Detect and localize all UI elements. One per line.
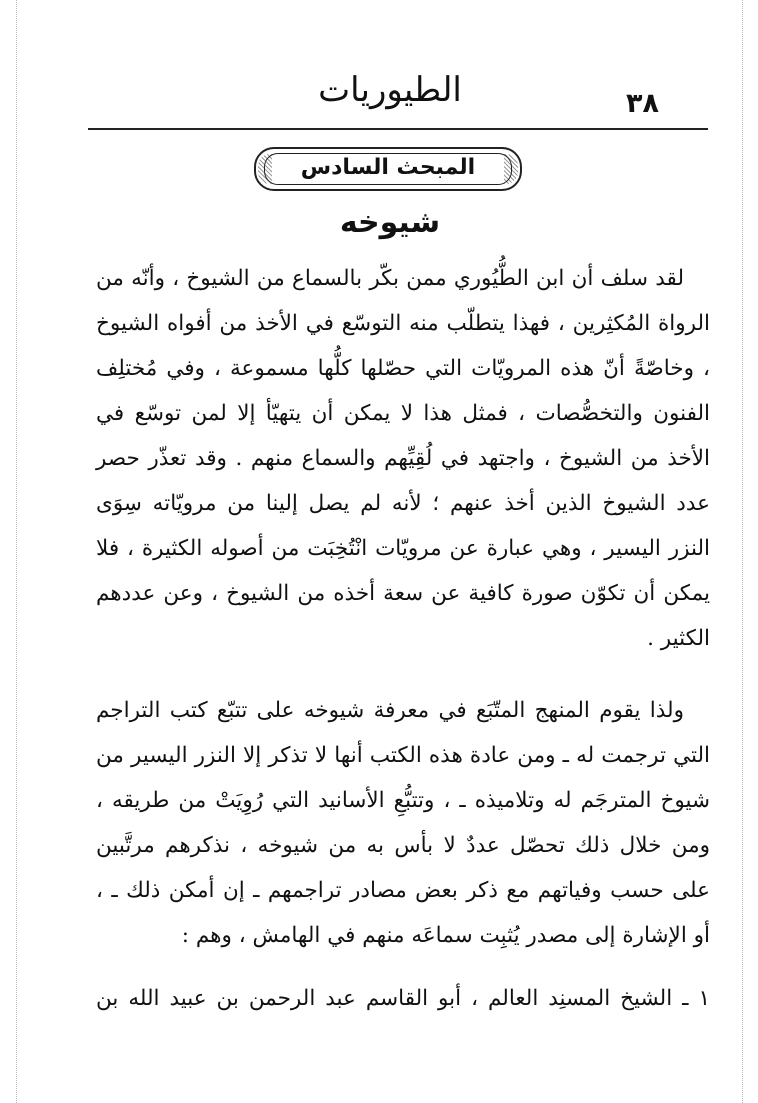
running-title: الطيوريات [318,70,462,110]
paragraph-1: لقد سلف أن ابن الطُّيُوري ممن بكّر بالسماع من الشيوخ ، وأنّه من الرواة المُكثِرين ، فهذا يتطلّب منه التوسّع في الأخذ من أفواه الشيوخ ، وخاصّةً أنّ هذه المرويّات التي حصّلها كلُّها مسموعة ، وفي مُختلِف الفنون والتخصُّصات ، فمثل هذا لا يمكن أن يتهيّأ إلا لمن توسّع في الأخذ من الشيوخ ، واجتهد في لُقِيِّهم والسماع منهم . وقد تعذّر حصر عدد الشيوخ الذين أخذ عنهم ؛ لأنه لم يصل إلينا من مرويّاته سِوَى النزر اليسير ، وهي عبارة عن مرويّات انْتُخِبَت من أصوله الكثيرة ، فلا يمكن أن تكوّن صورة كافية عن سعة أخذه من الشيوخ ، وعن عددهم الكثير . [96,266,710,651]
page-edge-left [16,0,17,1103]
page-edge-right [742,0,743,1103]
page-number: ٣٨ [626,88,659,119]
section-heading-frame [254,147,522,191]
header-rule [88,128,708,130]
chapter-title: شيوخه [339,205,441,240]
section-title: المبحث السادس [300,155,476,180]
list-item-1: ١ ـ الشيخ المسنِد العالم ، أبو القاسم عبد الرحمن بن عبيد الله بن [96,986,710,1011]
paragraph-2: ولذا يقوم المنهج المتّبَع في معرفة شيوخه على تتبّع كتب التراجم التي ترجمت له ـ ومن عادة هذه الكتب أنها لا تذكر إلا النزر اليسير من شيوخ المترجَم له وتلاميذه ـ ، وتتبُّعِ الأسانيد التي رُوِيَتْ من طريقه ، ومن خلال ذلك تحصّل عددٌ لا بأس به من شيوخه ، نذكرهم مرتَّبين على حسب وفياتهم مع ذكر بعض مصادر تراجمهم ـ إن أمكن ذلك ـ ، أو الإشارة إلى مصدر يُثبِت سماعَه منهم في الهامش ، وهم : [96,698,710,948]
